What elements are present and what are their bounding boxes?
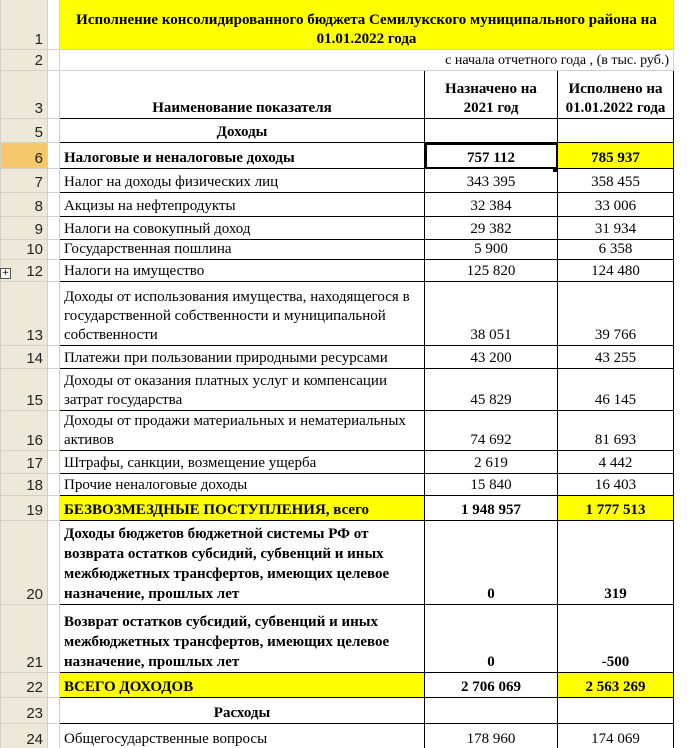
table-row xyxy=(1,496,674,521)
row-executed[interactable]: 124 480 xyxy=(558,260,674,282)
row-assigned[interactable]: 1 948 957 xyxy=(425,496,558,521)
row-assigned[interactable]: 757 112 xyxy=(425,143,558,169)
row-assigned[interactable]: 125 820 xyxy=(425,260,558,282)
row-name[interactable]: Возврат остатков субсидий, субвенций и иных межбюджетных трансфертов, имеющих целевое назначение, прошлых лет xyxy=(60,605,425,673)
row-assigned[interactable]: 0 xyxy=(425,521,558,605)
table-row xyxy=(1,724,674,748)
row-executed[interactable]: 2 563 269 xyxy=(558,673,674,698)
row-executed[interactable]: 319 xyxy=(558,521,674,605)
row-name[interactable]: БЕЗВОЗМЕЗДНЫЕ ПОСТУПЛЕНИЯ, всего xyxy=(60,496,425,521)
row-header[interactable]: 7 xyxy=(1,169,48,193)
row-header[interactable]: 2 xyxy=(1,50,48,71)
section-income[interactable]: Доходы xyxy=(60,119,425,143)
row-executed[interactable]: 33 006 xyxy=(558,193,674,217)
row-name[interactable]: Налог на доходы физических лиц xyxy=(60,169,425,193)
row-header[interactable]: 8 xyxy=(1,193,48,217)
row-header[interactable]: 22 xyxy=(1,673,48,698)
outline-expand-icon[interactable]: + xyxy=(1,268,10,278)
table-row xyxy=(1,605,674,673)
row-assigned[interactable]: 2 619 xyxy=(425,451,558,474)
row-assigned[interactable]: 38 051 xyxy=(425,282,558,346)
row-header[interactable]: 24 xyxy=(1,724,48,748)
header-executed[interactable]: Исполнено на 01.01.2022 года xyxy=(558,71,674,119)
row-executed[interactable]: -500 xyxy=(558,605,674,673)
row-executed[interactable]: 6 358 xyxy=(558,240,674,260)
row-name[interactable]: Доходы бюджетов бюджетной системы РФ от возврата остатков субсидий, субвенций и иных межбюджетных трансфертов, имеющих целевое назначение, прошлых лет xyxy=(60,521,425,605)
row-executed[interactable]: 31 934 xyxy=(558,217,674,240)
row-assigned[interactable]: 2 706 069 xyxy=(425,673,558,698)
report-title[interactable]: Исполнение консолидированного бюджета Семилукского муниципального района на 01.01.2022 года xyxy=(60,0,674,50)
table-row xyxy=(1,169,674,193)
table-row xyxy=(1,474,674,496)
table-row xyxy=(1,346,674,369)
table-row xyxy=(1,369,674,411)
row-header[interactable]: 17 xyxy=(1,451,48,474)
table-row xyxy=(1,451,674,474)
row-name[interactable]: Налоги на совокупный доход xyxy=(60,217,425,240)
row-name[interactable]: Штрафы, санкции, возмещение ущерба xyxy=(60,451,425,474)
row-assigned[interactable]: 43 200 xyxy=(425,346,558,369)
row-assigned[interactable]: 74 692 xyxy=(425,411,558,451)
row-executed[interactable]: 16 403 xyxy=(558,474,674,496)
table-row xyxy=(1,71,674,119)
row-header[interactable]: 12 xyxy=(1,260,48,282)
row-assigned[interactable]: 178 960 xyxy=(425,724,558,748)
row-executed[interactable]: 358 455 xyxy=(558,169,674,193)
section-expenses[interactable]: Расходы xyxy=(60,698,425,724)
row-assigned[interactable]: 45 829 xyxy=(425,369,558,411)
row-header[interactable]: 13 xyxy=(1,282,48,346)
row-name[interactable]: Акцизы на нефтепродукты xyxy=(60,193,425,217)
table-row xyxy=(1,260,674,282)
row-name[interactable]: Налоги на имущество xyxy=(60,260,425,282)
table-row xyxy=(1,193,674,217)
row-header[interactable]: 21 xyxy=(1,605,48,673)
row-header[interactable]: 19 xyxy=(1,496,48,521)
row-name[interactable]: Доходы от оказания платных услуг и компенсации затрат государства xyxy=(60,369,425,411)
row-executed[interactable]: 785 937 xyxy=(558,143,674,169)
table-row xyxy=(1,119,674,143)
table-row xyxy=(1,0,674,50)
row-name[interactable]: Налоговые и неналоговые доходы xyxy=(60,143,425,169)
row-executed[interactable]: 4 442 xyxy=(558,451,674,474)
row-assigned[interactable]: 5 900 xyxy=(425,240,558,260)
row-header[interactable]: 6 xyxy=(1,143,48,169)
row-header[interactable]: 18 xyxy=(1,474,48,496)
row-executed[interactable]: 1 777 513 xyxy=(558,496,674,521)
row-header[interactable]: 9 xyxy=(1,217,48,240)
row-executed[interactable]: 81 693 xyxy=(558,411,674,451)
row-header[interactable]: 20 xyxy=(1,521,48,605)
row-executed[interactable]: 46 145 xyxy=(558,369,674,411)
units-note[interactable]: с начала отчетного года , (в тыс. руб.) xyxy=(60,50,674,71)
row-header[interactable]: 10 xyxy=(1,240,48,260)
table-row xyxy=(1,217,674,240)
table-row xyxy=(1,50,674,71)
row-name[interactable]: Общегосударственные вопросы xyxy=(60,724,425,748)
row-name[interactable]: Прочие неналоговые доходы xyxy=(60,474,425,496)
row-name[interactable]: Доходы от использования имущества, находящегося в государственной собственности и муниципальной собственности xyxy=(60,282,425,346)
table-row xyxy=(1,411,674,451)
table-row xyxy=(1,282,674,346)
table-row xyxy=(1,698,674,724)
row-executed[interactable]: 174 069 xyxy=(558,724,674,748)
row-header[interactable]: 1 xyxy=(1,0,48,50)
row-name[interactable]: Платежи при пользовании природными ресурсами xyxy=(60,346,425,369)
row-header[interactable]: 16 xyxy=(1,411,48,451)
row-header[interactable]: 14 xyxy=(1,346,48,369)
table-row xyxy=(1,521,674,605)
row-assigned[interactable]: 0 xyxy=(425,605,558,673)
row-assigned[interactable]: 343 395 xyxy=(425,169,558,193)
table-row xyxy=(1,143,674,169)
row-name[interactable]: Государственная пошлина xyxy=(60,240,425,260)
header-assigned[interactable]: Назначено на 2021 год xyxy=(425,71,558,119)
fill-handle[interactable] xyxy=(553,167,558,172)
row-executed[interactable]: 39 766 xyxy=(558,282,674,346)
row-header[interactable]: 15 xyxy=(1,369,48,411)
row-header[interactable]: 23 xyxy=(1,698,48,724)
row-assigned[interactable]: 29 382 xyxy=(425,217,558,240)
row-header[interactable]: 5 xyxy=(1,119,48,143)
header-name[interactable]: Наименование показателя xyxy=(60,71,425,119)
row-assigned[interactable]: 15 840 xyxy=(425,474,558,496)
row-name[interactable]: ВСЕГО ДОХОДОВ xyxy=(60,673,425,698)
row-header[interactable]: 3 xyxy=(1,71,48,119)
row-assigned[interactable]: 32 384 xyxy=(425,193,558,217)
table-row xyxy=(1,673,674,698)
row-executed[interactable]: 43 255 xyxy=(558,346,674,369)
row-name[interactable]: Доходы от продажи материальных и нематериальных активов xyxy=(60,411,425,451)
table-row xyxy=(1,240,674,260)
